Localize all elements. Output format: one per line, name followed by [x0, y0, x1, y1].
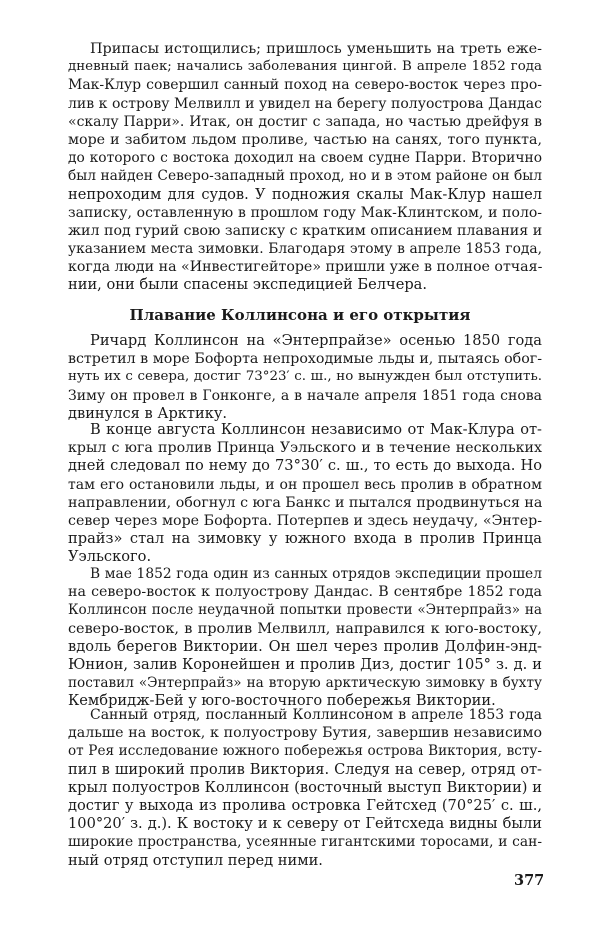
- paragraph-1852-expedition: [68, 565, 542, 711]
- text-line: вдоль берегов Виктории. Он шел через пролив Долфин-энд-: [68, 637, 542, 655]
- text-line: нии, они были спасены экспедицией Белчера.: [68, 276, 428, 294]
- paragraph-sledge-party-1853: [68, 706, 542, 870]
- text-line: жил под гурий свою записку с кратким описанием плавания и: [68, 222, 543, 239]
- text-line: В конце августа Коллинсон независимо от Мак-Клура от-: [90, 421, 542, 438]
- text-line: широкие пространства, усеянные гигантскими торосами, и сан-: [68, 834, 542, 851]
- text-line: достиг у выхода из пролива островка Гейтсхед (70°25′ с. ш.,: [68, 796, 542, 814]
- text-line: двинулся в Арктику.: [68, 404, 228, 422]
- text-line: когда люди на «Инвестигейторе» пришли уже в полное отчая-: [68, 259, 543, 276]
- text-line: записку, оставленную в прошлом году Мак-Клинтском, и поло-: [68, 204, 542, 221]
- page-number: 377: [514, 872, 545, 889]
- text-line: 100°20′ з. д.). К востоку и к северу от Гейтсхеда видны были: [68, 815, 542, 833]
- text-line: Кембридж-Бей у юго-восточного побережья Виктории.: [68, 692, 496, 710]
- text-line: на северо-восток к полуострову Дандас. В сентябре 1852 года: [68, 584, 542, 601]
- section-heading: Плавание Коллинсона и его открытия: [129, 306, 471, 324]
- text-line: В мае 1852 года один из санных отрядов экспедиции прошел: [90, 566, 542, 582]
- text-line: Зиму он провел в Гонконге, а в начале апреля 1851 года снова: [68, 387, 542, 404]
- text-line: «скалу Парри». Итак, он достиг с запада, но частью дрейфуя в: [68, 113, 542, 130]
- text-line: был найден Северо-западный проход, но и в этом районе он был: [68, 168, 542, 185]
- text-line: непроходим для судов. У подножия скалы Мак-Клур нашел: [68, 185, 542, 203]
- paragraph-mcclure-supplies: [68, 40, 542, 295]
- text-line: крыл с юга пролив Принца Уэльского и в течение нескольких: [68, 440, 542, 457]
- text-line: до которого с востока доходил на своем судне Парри. Вторично: [68, 150, 542, 167]
- text-line: направлении, обогнул с юга Банкс и пытался продвинуться на: [68, 494, 543, 511]
- text-line: указанием места зимовки. Благодаря этому в апреле 1853 года,: [68, 241, 542, 258]
- text-line: Уэльского.: [68, 548, 152, 566]
- text-line: Припасы истощились; пришлось уменьшить на треть еже-: [90, 41, 542, 57]
- text-line: лив к острову Мелвилл и увидел на берегу полуострова Дандас: [68, 95, 542, 112]
- text-line: Санный отряд, посланный Коллинсоном в апреле 1853 года: [90, 707, 542, 723]
- paragraph-collinson-1850: [68, 332, 542, 423]
- text-line: ный отряд отступил перед ними.: [68, 851, 323, 869]
- text-line: встретил в море Бофорта непроходимые льды и, пытаясь обог-: [68, 351, 542, 368]
- text-line: дальше на восток, к полуострову Бутия, завершив независимо: [68, 725, 542, 742]
- text-line: крыл полуостров Коллинсон (восточный выступ Виктории) и: [68, 778, 542, 796]
- text-line: нуть их с севера, достиг 73°23′ с. ш., но вынужден был отступить.: [68, 369, 542, 385]
- text-line: пил в широкий пролив Виктория. Следуя на север, отряд от-: [68, 760, 542, 778]
- text-line: Ричард Коллинсон на «Энтерпрайзе» осенью 1850 года: [90, 332, 542, 349]
- paragraph-prince-of-wales-strait: [68, 421, 542, 567]
- text-line: там его остановили льды, и он прошел весь пролив в обратном: [68, 476, 542, 493]
- text-line: Мак-Клур совершил санный поход на северо-восток через про-: [68, 77, 542, 94]
- text-line: дневный паек; начались заболевания цингой. В апреле 1852 года: [68, 59, 542, 75]
- text-line: дней следовал по нему до 73°30′ с. ш., то есть до выхода. Но: [68, 457, 542, 475]
- text-line: поставил «Энтерпрайз» на вторую арктическую зимовку в бухту: [68, 675, 542, 692]
- text-line: Юнион, залив Коронейшен и пролив Диз, достиг 105° з. д. и: [68, 655, 542, 673]
- text-line: прайз» стал на зимовку у южного входа в пролив Принца: [68, 530, 542, 548]
- text-line: море и забитом льдом проливе, частью на санях, того пункта,: [68, 131, 542, 148]
- text-line: от Рея исследование южного побережья острова Виктория, всту-: [68, 743, 542, 760]
- text-line: северо-восток, в пролив Мелвилл, направился к юго-востоку,: [68, 620, 542, 637]
- text-line: Коллинсон после неудачной попытки провести «Энтерпрайз» на: [68, 602, 542, 619]
- text-line: север через море Бофорта. Потерпев и здесь неудачу, «Энтер-: [68, 512, 542, 529]
